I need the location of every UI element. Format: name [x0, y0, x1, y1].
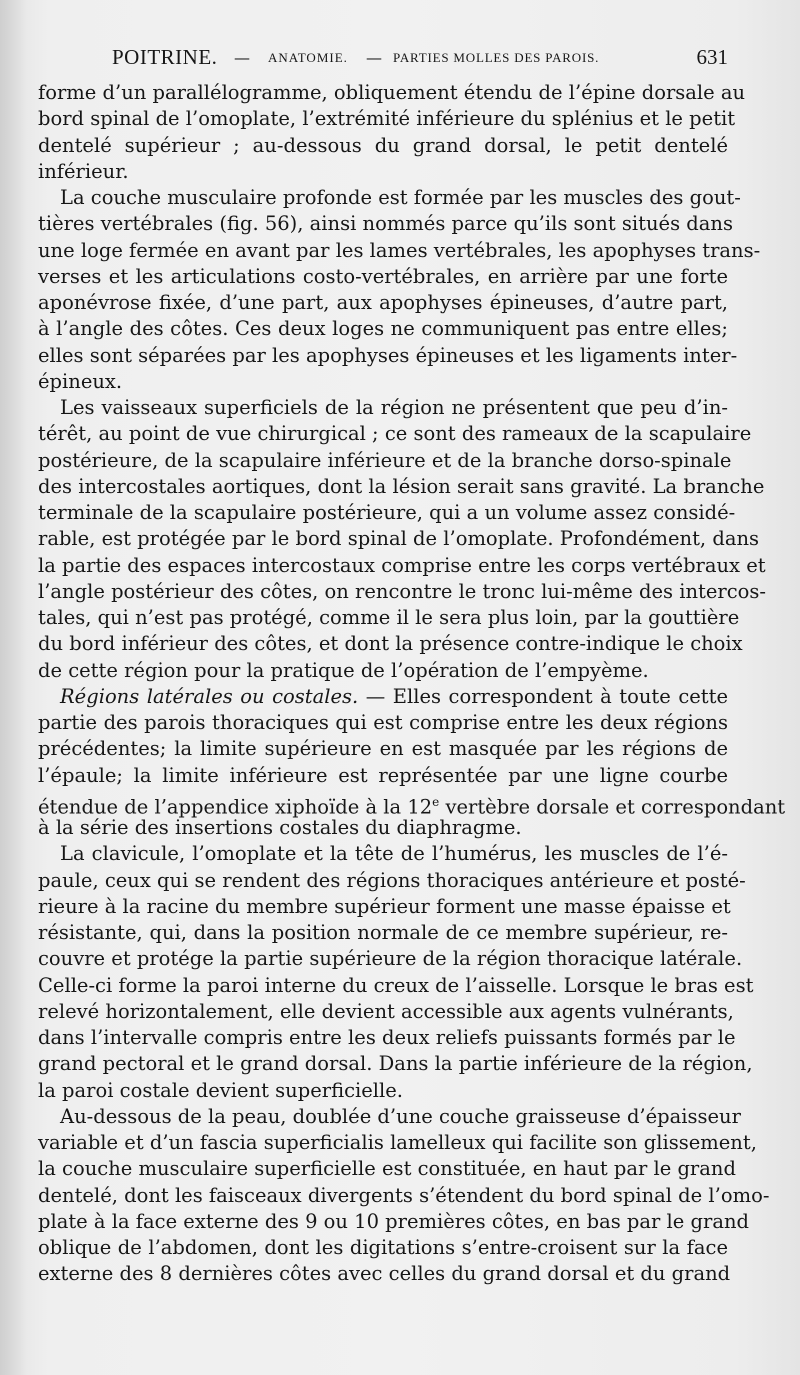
text-line: de cette région pour la pratique de l’opération de l’empyème.: [38, 658, 649, 682]
text-line: verses et les articulations costo-vertébrales, en arrière par une forte: [38, 264, 728, 288]
text-line: Au-dessous de la peau, doublée d’une couche graisseuse d’épaisseur: [60, 1104, 741, 1128]
running-head-title: POITRINE.: [112, 45, 218, 69]
body-text: [38, 80, 786, 1288]
text-line: oblique de l’abdomen, dont les digitations s’entre-croisent sur la face: [38, 1236, 728, 1259]
text-line: dentelé supérieur ; au-dessous du grand dorsal, le petit dentelé: [38, 133, 728, 157]
text-line: elles sont séparées par les apophyses épineuses et les ligaments inter-: [38, 343, 738, 367]
binding-shadow: [0, 0, 26, 1375]
text-line: Les vaisseaux superficiels de la région ne présentent que peu d’in-: [60, 396, 728, 419]
text-line: externe des 8 dernières côtes avec celles du grand dorsal et du grand: [38, 1262, 731, 1286]
text-line: postérieure, de la scapulaire inférieure et de la branche dorso-spinale: [38, 448, 732, 472]
text-line: inférieur.: [38, 159, 129, 183]
text-line: terminale de la scapulaire postérieure, qui a un volume assez considé-: [38, 501, 736, 524]
text-line: précédentes; la limite supérieure en est masquée par les régions de: [38, 737, 728, 761]
text-line: forme d’un parallélogramme, obliquement étendu de l’épine dorsale au: [38, 81, 746, 104]
text-line: du bord inférieur des côtes, et dont la présence contre-indique le choix: [38, 632, 743, 656]
text-line: La couche musculaire profonde est formée par les muscles des gout-: [60, 186, 741, 209]
text-line: tales, qui n’est pas protégé, comme il le sera plus loin, par la gouttière: [38, 606, 740, 629]
running-head-anatomie: ANATOMIE.: [268, 50, 348, 65]
text-line: la partie des espaces intercostaux comprise entre les corps vertébraux et: [38, 553, 766, 577]
text-line: Celle-ci forme la paroi interne du creux de l’aisselle. Lorsque le bras est: [38, 973, 754, 997]
running-head-section: PARTIES MOLLES DES PAROIS.: [393, 50, 600, 65]
text-line: grand pectoral et le grand dorsal. Dans la partie inférieure de la région,: [38, 1052, 753, 1076]
text-fragment: — Elles correspondent à toute cette: [365, 684, 728, 708]
running-head: [38, 45, 728, 73]
section-heading: Régions latérales ou costales.: [60, 684, 359, 708]
text-line: La clavicule, l’omoplate et la tête de l’humérus, les muscles de l’é-: [60, 842, 728, 866]
text-line: des intercostales aortiques, dont la lésion serait sans gravité. La branche: [38, 474, 765, 498]
text-line: résistante, qui, dans la position normale de ce membre supérieur, re-: [38, 921, 728, 944]
text-line: bord spinal de l’omoplate, l’extrémité inférieure du splénius et le petit: [38, 107, 736, 131]
text-line: dentelé, dont les faisceaux divergents s’étendent du bord spinal de l’omo-: [38, 1183, 770, 1207]
text-line: [38, 789, 786, 819]
text-line: l’angle postérieur des côtes, on rencontre le tronc lui-même des intercos-: [38, 579, 766, 603]
text-line: la couche musculaire superficielle est constituée, en haut par le grand: [38, 1157, 736, 1181]
text-line: dans l’intervalle compris entre les deux reliefs puissants formés par le: [38, 1026, 736, 1049]
text-line: paule, ceux qui se rendent des régions thoraciques antérieure et posté-: [38, 868, 746, 892]
text-line: tières vertébrales (fig. 56), ainsi nommés parce qu’ils sont situés dans: [38, 212, 733, 236]
running-head-separator: —: [234, 48, 250, 67]
running-head-separator: —: [366, 48, 382, 67]
text-line: rieure à la racine du membre supérieur forment une masse épaisse et: [38, 894, 731, 918]
text-line: [38, 684, 728, 710]
text-line: rable, est protégée par le bord spinal de l’omoplate. Profondément, dans: [38, 527, 760, 551]
text-line: plate à la face externe des 9 ou 10 premières côtes, en bas par le grand: [38, 1209, 749, 1233]
text-line: térêt, au point de vue chirurgical ; ce sont des rameaux de la scapulaire: [38, 422, 752, 446]
text-fragment: étendue de l’appendice xiphoïde à la 12: [38, 795, 433, 819]
text-line: à la série des insertions costales du diaphragme.: [38, 816, 522, 839]
text-fragment: vertèbre dorsale et correspondant: [439, 795, 786, 819]
text-line: une loge fermée en avant par les lames vertébrales, les apophyses trans-: [38, 238, 761, 262]
text-line: à l’angle des côtes. Ces deux loges ne communiquent pas entre elles;: [38, 317, 728, 341]
text-line: couvre et protége la partie supérieure de la région thoracique latérale.: [38, 947, 743, 971]
page-number: 631: [696, 45, 728, 69]
superscript: e: [432, 794, 440, 809]
text-line: partie des parois thoraciques qui est comprise entre les deux régions: [38, 711, 728, 734]
text-line: relevé horizontalement, elle devient accessible aux agents vulnérants,: [38, 999, 734, 1023]
text-line: épineux.: [38, 369, 123, 393]
text-line: l’épaule; la limite inférieure est représentée par une ligne courbe: [38, 763, 728, 787]
text-line: variable et d’un fascia superficialis lamelleux qui facilite son glissement,: [38, 1131, 757, 1154]
text-line: aponévrose fixée, d’une part, aux apophyses épineuses, d’autre part,: [38, 291, 728, 314]
text-line: la paroi costale devient superficielle.: [38, 1078, 404, 1102]
